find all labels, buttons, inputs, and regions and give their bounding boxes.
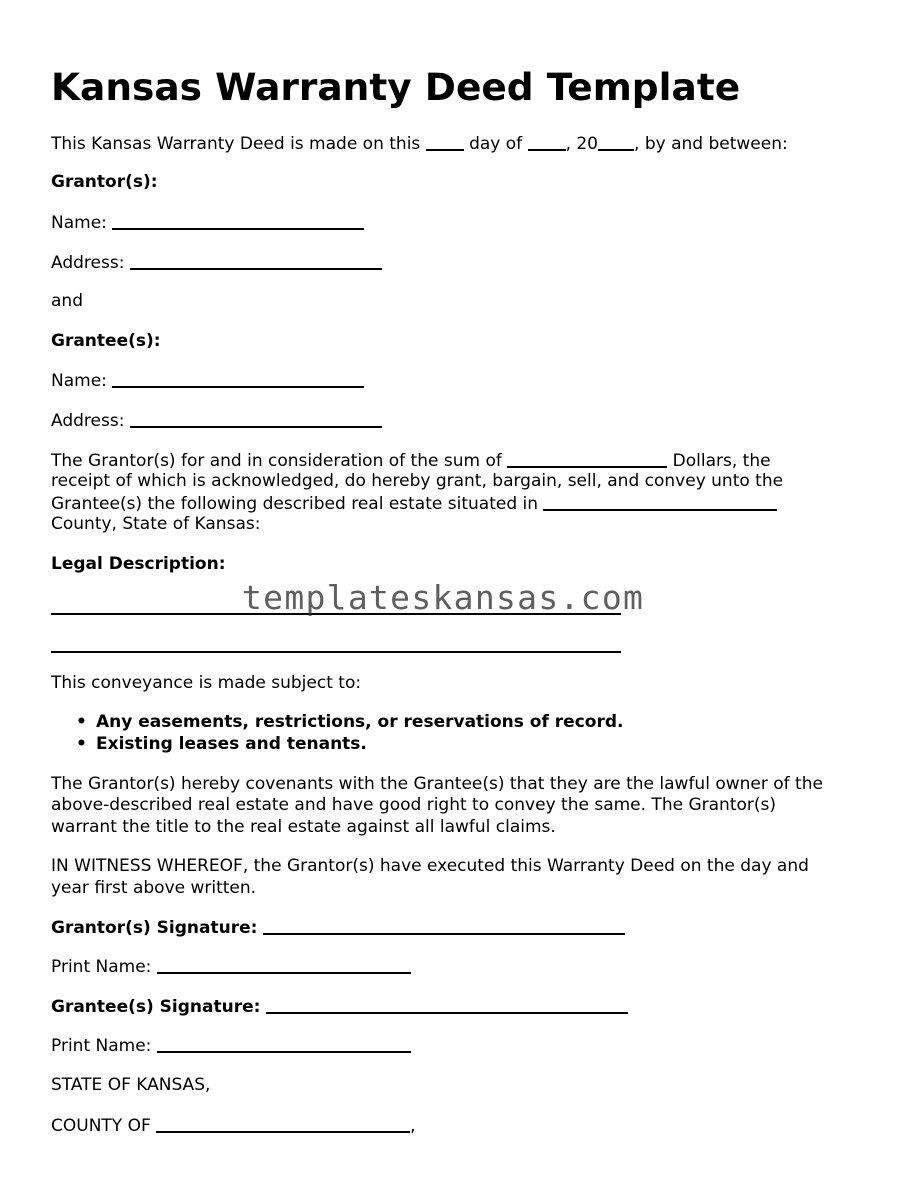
month-blank[interactable] <box>528 135 566 151</box>
consideration-text-2: Dollars, the <box>667 451 771 471</box>
subject-to-list <box>51 711 623 755</box>
grantee-signature-line <box>51 996 628 1019</box>
grantor-address-line <box>51 252 382 275</box>
grantor-heading: Grantor(s): <box>51 172 158 192</box>
consideration-line-3 <box>51 493 777 516</box>
covenant-line-3: warrant the title to the real estate against all lawful claims. <box>51 817 556 837</box>
list-item: • Existing leases and tenants. <box>96 733 623 755</box>
legal-description-heading: Legal Description: <box>51 554 226 574</box>
grantor-signature-label: Grantor(s) Signature: <box>51 918 264 938</box>
grantee-name-line <box>51 370 364 393</box>
document-title: Kansas Warranty Deed Template <box>51 65 741 109</box>
notary-county-line <box>51 1115 416 1138</box>
grantee-signature-label: Grantee(s) Signature: <box>51 997 267 1017</box>
consideration-text-1: The Grantor(s) for and in consideration of the sum of <box>51 451 508 471</box>
year-blank[interactable] <box>598 135 634 151</box>
grantee-address-line <box>51 410 382 433</box>
intro-text-2: day of <box>463 134 528 154</box>
consideration-text-3: Grantee(s) the following described real estate situated in <box>51 494 544 514</box>
sum-blank[interactable] <box>507 452 667 468</box>
consideration-line-4: County, State of Kansas: <box>51 514 261 534</box>
intro-text-1: This Kansas Warranty Deed is made on this <box>51 134 426 154</box>
intro-line <box>51 133 788 156</box>
intro-text-3: , 20 <box>565 134 599 154</box>
grantee-name-label: Name: <box>51 371 113 391</box>
grantor-print-name-blank[interactable] <box>157 958 411 974</box>
consideration-line-2: receipt of which is acknowledged, do hereby grant, bargain, sell, and convey unto the <box>51 471 784 491</box>
grantor-signature-line <box>51 917 625 940</box>
list-item: • Any easements, restrictions, or reservations of record. <box>96 711 623 733</box>
notary-county-label: COUNTY OF <box>51 1116 157 1136</box>
grantee-print-name-blank[interactable] <box>157 1037 411 1053</box>
grantee-address-label: Address: <box>51 411 130 431</box>
grantee-name-blank[interactable] <box>112 372 364 388</box>
witness-line-2: year first above written. <box>51 878 257 898</box>
grantor-signature-blank[interactable] <box>263 919 625 935</box>
covenant-line-1: The Grantor(s) hereby covenants with the Grantee(s) that they are the lawful owner of the <box>51 774 823 794</box>
notary-county-blank[interactable] <box>156 1117 410 1133</box>
witness-line-1: IN WITNESS WHEREOF, the Grantor(s) have executed this Warranty Deed on the day and <box>51 856 809 876</box>
consideration-line-1 <box>51 450 771 473</box>
grantor-address-label: Address: <box>51 253 130 273</box>
and-text: and <box>51 291 83 311</box>
county-situated-blank[interactable] <box>543 495 777 511</box>
grantee-print-name-label: Print Name: <box>51 1036 157 1056</box>
grantee-print-name-line <box>51 1035 411 1058</box>
notary-state: STATE OF KANSAS, <box>51 1075 211 1095</box>
grantor-print-name-label: Print Name: <box>51 957 157 977</box>
grantee-address-blank[interactable] <box>130 412 382 428</box>
legal-description-line-2[interactable] <box>51 651 621 653</box>
grantor-name-label: Name: <box>51 213 113 233</box>
grantor-name-line <box>51 212 364 235</box>
watermark-text: templateskansas.com <box>242 578 645 617</box>
day-blank[interactable] <box>426 135 464 151</box>
covenant-line-2: above-described real estate and have good right to convey the same. The Grantor(s) <box>51 795 776 815</box>
grantor-address-blank[interactable] <box>130 254 382 270</box>
intro-text-4: , by and between: <box>634 134 788 154</box>
grantor-name-blank[interactable] <box>112 214 364 230</box>
notary-county-suffix: , <box>410 1116 416 1136</box>
grantee-signature-blank[interactable] <box>266 998 628 1014</box>
subject-to-intro: This conveyance is made subject to: <box>51 673 362 693</box>
grantee-heading: Grantee(s): <box>51 331 161 351</box>
grantor-print-name-line <box>51 956 411 979</box>
